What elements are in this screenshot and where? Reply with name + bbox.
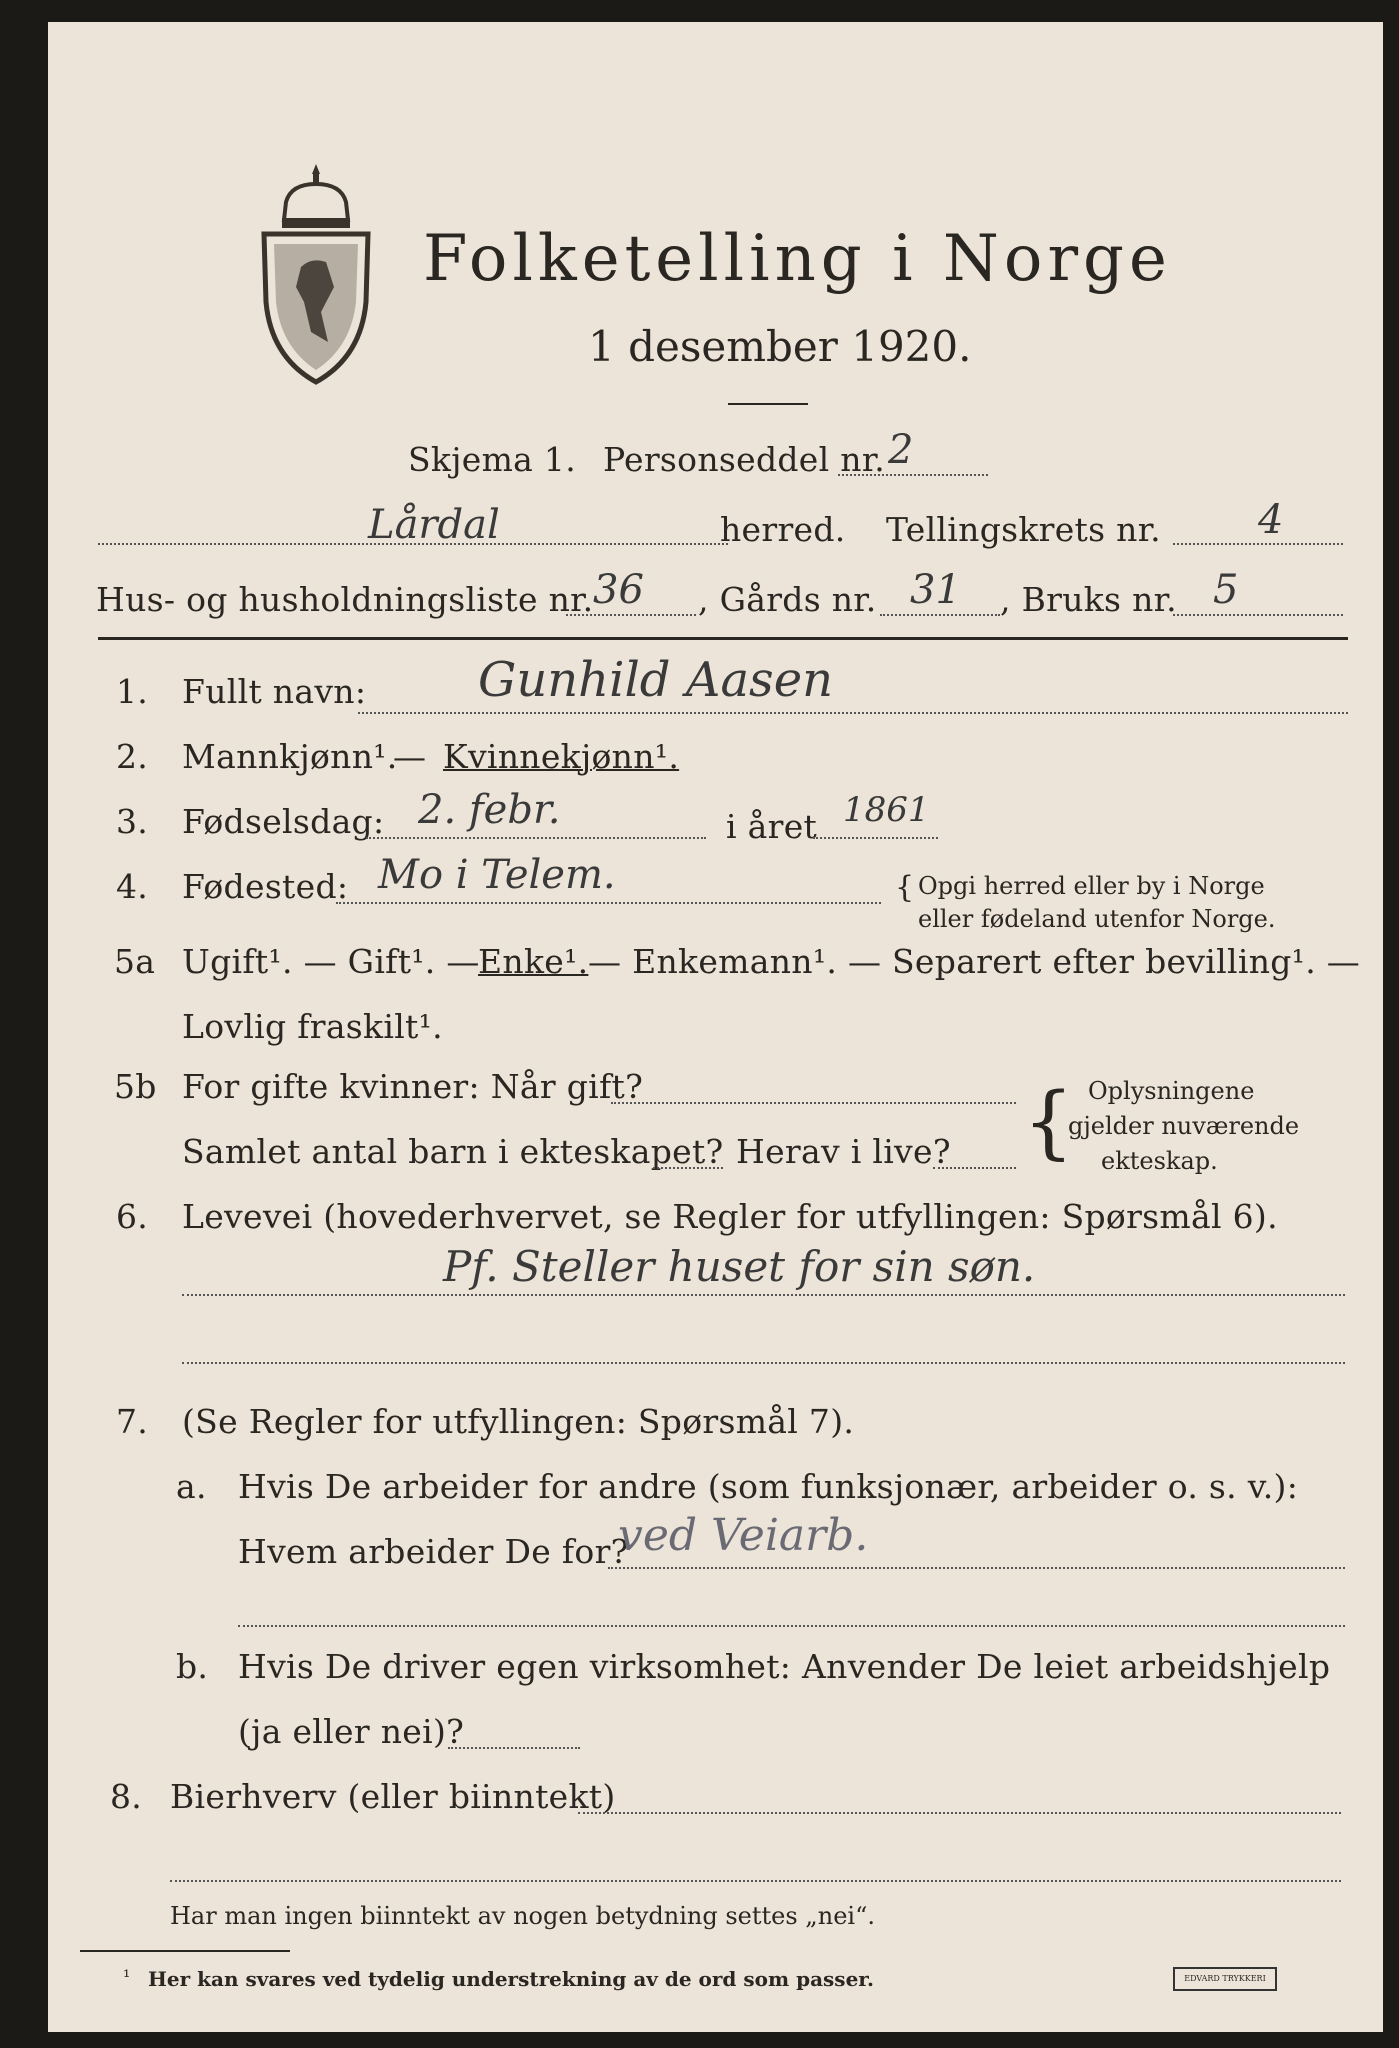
occupation-value[interactable]: Pf. Steller huset for sin søn. bbox=[443, 1242, 1036, 1291]
q7-number: 7. bbox=[116, 1402, 149, 1441]
q5a-number: 5a bbox=[114, 942, 156, 981]
q4-label: Fødested: bbox=[182, 867, 349, 906]
q2-number: 2. bbox=[116, 737, 149, 776]
gards-value[interactable]: 31 bbox=[910, 567, 961, 613]
footnote-rule bbox=[80, 1950, 290, 1952]
q2-female[interactable]: Kvinnekjønn¹. bbox=[443, 737, 680, 776]
census-date: 1 desember 1920. bbox=[588, 322, 972, 371]
q7a-label-2: Hvem arbeider De for? bbox=[238, 1532, 629, 1571]
q4-note-2: eller fødeland utenfor Norge. bbox=[918, 905, 1276, 933]
q3-number: 3. bbox=[116, 802, 149, 841]
gards-label: , Gårds nr. bbox=[698, 580, 877, 619]
tellingskrets-label: Tellingskrets nr. bbox=[886, 510, 1161, 549]
q7b-line bbox=[448, 1747, 580, 1749]
q4-note-1: Opgi herred eller by i Norge bbox=[918, 872, 1265, 900]
birthday-value[interactable]: 2. febr. bbox=[418, 787, 561, 833]
q7a-label: Hvis De arbeider for andre (som funksjonær, arbeider o. s. v.): bbox=[238, 1467, 1299, 1506]
q5a-enke[interactable]: Enke¹. bbox=[478, 942, 589, 981]
q5b-note-1: Oplysningene bbox=[1088, 1077, 1255, 1105]
herred-label: herred. bbox=[720, 510, 846, 549]
q3-year-line bbox=[813, 837, 938, 839]
title-divider bbox=[728, 403, 808, 405]
bruks-value[interactable]: 5 bbox=[1213, 567, 1239, 613]
q5b-note-2: gjelder nuværende bbox=[1068, 1112, 1300, 1140]
q5a-ugift-gift[interactable]: Ugift¹. — Gift¹. — bbox=[182, 942, 480, 981]
q5b-children-line bbox=[653, 1167, 723, 1169]
q6-line-2 bbox=[182, 1362, 1345, 1364]
footnote-text: Her kan svares ved tydelig understrekning av de ord som passer. bbox=[148, 1967, 874, 1991]
q5b-note-3: ekteskap. bbox=[1101, 1147, 1218, 1175]
q5b-brace: { bbox=[1023, 1075, 1074, 1168]
q3-date-line bbox=[366, 837, 706, 839]
personseddel-line bbox=[838, 474, 988, 476]
q4-line bbox=[336, 902, 881, 904]
q5b-label-2: Samlet antal barn i ekteskapet? bbox=[182, 1132, 724, 1171]
q6-number: 6. bbox=[116, 1197, 149, 1236]
footer-note: Har man ingen biinntekt av nogen betydning settes „nei“. bbox=[170, 1902, 875, 1930]
q5b-number: 5b bbox=[114, 1067, 157, 1106]
bruks-label: , Bruks nr. bbox=[1000, 580, 1177, 619]
q5b-label-1: For gifte kvinner: Når gift? bbox=[182, 1067, 644, 1106]
q5b-alive-line bbox=[933, 1167, 1016, 1169]
footnote-mark: ¹ bbox=[123, 1967, 131, 1988]
q4-brace: { bbox=[895, 870, 915, 905]
q4-number: 4. bbox=[116, 867, 149, 906]
q5b-married-line bbox=[611, 1102, 1016, 1104]
q7b-number: b. bbox=[176, 1647, 209, 1686]
q3-label: Fødselsdag: bbox=[182, 802, 385, 841]
birthplace-value[interactable]: Mo i Telem. bbox=[378, 852, 616, 898]
form-title: Folketelling i Norge bbox=[423, 222, 1172, 296]
q2-dash: — bbox=[393, 737, 427, 776]
tellingskrets-line bbox=[1173, 543, 1343, 545]
q6-label: Levevei (hovederhvervet, se Regler for utfyllingen: Spørsmål 6). bbox=[182, 1197, 1278, 1236]
employer-value[interactable]: ved Veiarb. bbox=[618, 1510, 869, 1561]
q8-line-1 bbox=[578, 1812, 1341, 1814]
q7a-line-2 bbox=[238, 1625, 1345, 1627]
gards-line bbox=[880, 614, 1000, 616]
census-form bbox=[48, 22, 1383, 2032]
q5a-fraskilt[interactable]: Lovlig fraskilt¹. bbox=[182, 1007, 443, 1046]
q8-line-2 bbox=[170, 1880, 1341, 1882]
printer-stamp: EDVARD TRYKKERI bbox=[1173, 1967, 1277, 1991]
full-name-value[interactable]: Gunhild Aasen bbox=[478, 652, 834, 708]
personseddel-label: Personseddel nr. bbox=[603, 440, 886, 479]
husliste-label: Hus- og husholdningsliste nr. bbox=[96, 580, 594, 619]
coat-of-arms-icon bbox=[256, 162, 376, 387]
q7-label: (Se Regler for utfyllingen: Spørsmål 7). bbox=[182, 1402, 855, 1441]
birth-year-value[interactable]: 1861 bbox=[843, 790, 930, 830]
q7a-number: a. bbox=[176, 1467, 207, 1506]
q3-year-label: i året bbox=[726, 807, 818, 846]
q7a-line-1 bbox=[608, 1567, 1345, 1569]
tellingskrets-value[interactable]: 4 bbox=[1258, 497, 1284, 543]
q1-number: 1. bbox=[116, 672, 149, 711]
personseddel-value[interactable]: 2 bbox=[888, 427, 914, 473]
q6-line-1 bbox=[182, 1294, 1345, 1296]
q1-line bbox=[358, 712, 1348, 714]
husliste-value[interactable]: 36 bbox=[593, 567, 644, 613]
husliste-line bbox=[566, 614, 696, 616]
q7b-label-2: (ja eller nei)? bbox=[238, 1712, 465, 1751]
bruks-line bbox=[1173, 614, 1343, 616]
schema-label: Skjema 1. bbox=[408, 440, 577, 479]
herred-value[interactable]: Lårdal bbox=[368, 502, 500, 548]
q8-label: Bierhverv (eller biinntekt) bbox=[170, 1777, 616, 1816]
q7b-label: Hvis De driver egen virksomhet: Anvender De leiet arbeidshjelp bbox=[238, 1647, 1331, 1686]
q5b-label-3: Herav i live? bbox=[736, 1132, 951, 1171]
q1-label: Fullt navn: bbox=[182, 672, 367, 711]
q8-number: 8. bbox=[110, 1777, 143, 1816]
header-rule bbox=[98, 637, 1348, 640]
q2-male[interactable]: Mannkjønn¹. bbox=[182, 737, 398, 776]
q5a-rest[interactable]: — Enkemann¹. — Separert efter bevilling¹. — bbox=[588, 942, 1361, 981]
